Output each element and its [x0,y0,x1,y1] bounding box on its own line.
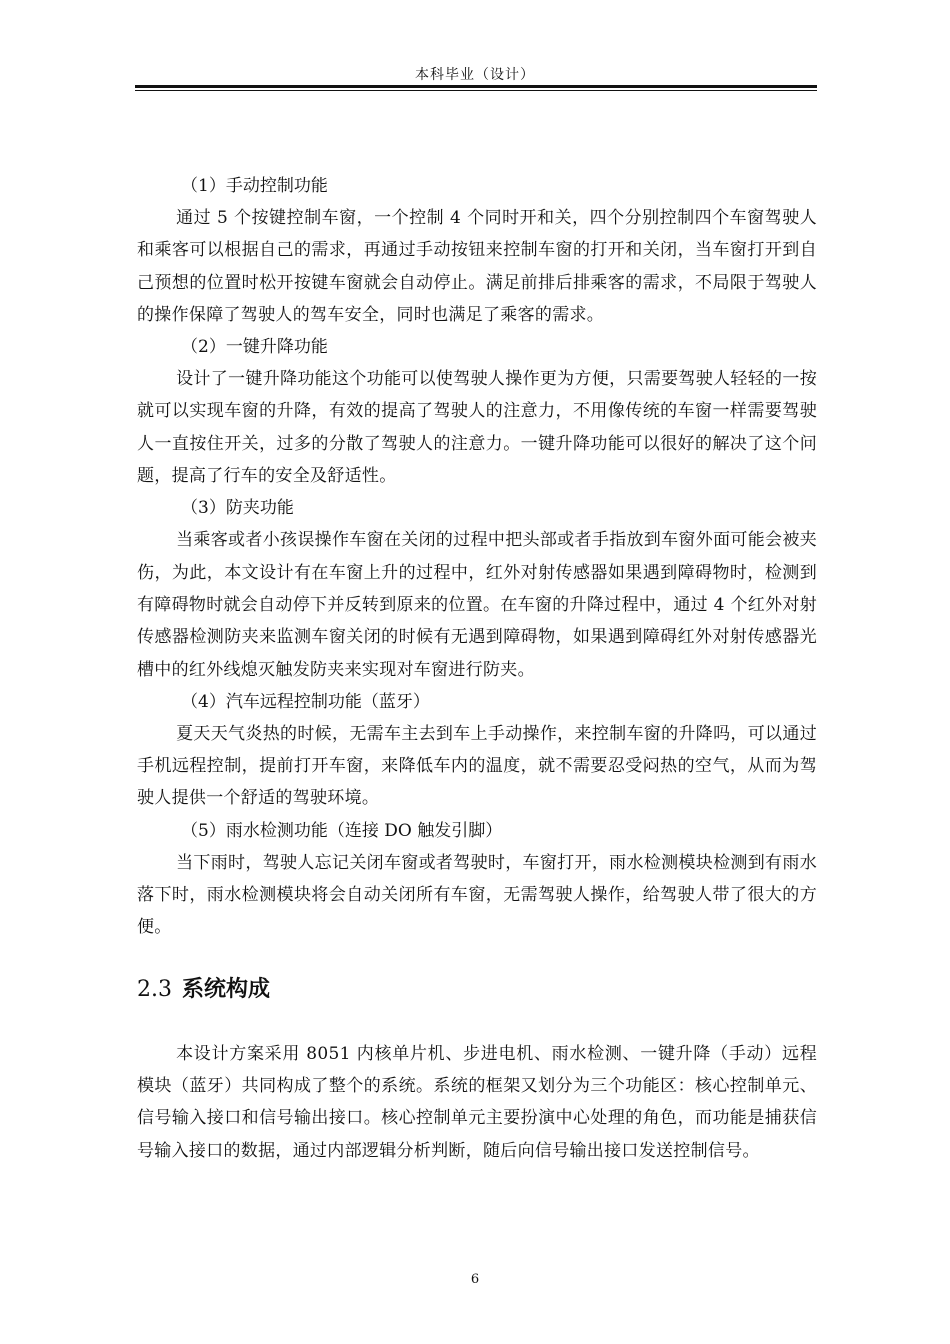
paragraph-rain-detection: 当下雨时，驾驶人忘记关闭车窗或者驾驶时，车窗打开，雨水检测模块检测到有雨水落下时，雨水检测模块将会自动关闭所有车窗，无需驾驶人操作，给驾驶人带了很大的方便。 [137,852,817,938]
header-rule [135,85,817,88]
section-title: 系统构成 [182,976,271,1002]
paragraph-manual-control: 通过 5 个按键控制车窗，一个控制 4 个同时开和关，四个分别控制四个车窗驾驶人和乘客可以根据自己的需求，再通过手动按钮来控制车窗的打开和关闭，当车窗打开到自己预想的位置时松开按键车窗就会自动停止。满足前排后排乘客的需求，不局限于驾驶人的操作保障了驾驶人的驾车安全，同时也满足了乘客的需求。 [137,208,817,325]
section-heading [137,974,817,1006]
page-number: 6 [470,1272,480,1287]
subheading-manual-control: （1）手动控制功能 [181,176,328,196]
paragraph-anti-pinch: 当乘客或者小孩误操作车窗在关闭的过程中把头部或者手指放到车窗外面可能会被夹伤，为此，本文设计有在车窗上升的过程中，红外对射传感器如果遇到障碍物时，检测到有障碍物时就会自动停下并反转到原来的位置。在车窗的升降过程中，通过 4 个红外对射传感器检测防夹来监测车窗关闭的时候有无遇到障碍物，如果遇到障碍红外对射传感器光槽中的红外线熄灭触发防夹来实现对车窗进行防夹。 [137,530,817,680]
running-header: 本科毕业（设计） [415,67,535,83]
paragraph-one-key: 设计了一键升降功能这个功能可以使驾驶人操作更为方便，只需要驾驶人轻轻的一按就可以实现车窗的升降，有效的提高了驾驶人的注意力，不用像传统的车窗一样需要驾驶人一直按住开关，过多的分散了驾驶人的注意力。一键升降功能可以很好的解决了这个问题，提高了行车的安全及舒适性。 [137,369,817,487]
page-body [137,170,817,1167]
section-number: 2.3 [137,976,172,1002]
subheading-rain-detection: （5）雨水检测功能（连接 DO 触发引脚） [181,820,503,841]
subheading-anti-pinch: （3）防夹功能 [181,498,294,519]
header-rule-thin [135,90,817,91]
subheading-one-key: （2）一键升降功能 [181,337,328,358]
paragraph-system-composition: 本设计方案采用 8051 内核单片机、步进电机、雨水检测、一键升降（手动）远程模块（蓝牙）共同构成了整个的系统。系统的框架又划分为三个功能区：核心控制单元、信号输入接口和信号输出接口。核心控制单元主要扮演中心处理的角色，而功能是捕获信号输入接口的数据，通过内部逻辑分析判断，随后向信号输出接口发送控制信号。 [137,1043,817,1161]
subheading-remote-control: （4）汽车远程控制功能（蓝牙） [181,691,430,712]
paragraph-remote-control: 夏天天气炎热的时候，无需车主去到车上手动操作，来控制车窗的升降吗，可以通过手机远程控制，提前打开车窗，来降低车内的温度，就不需要忍受闷热的空气，从而为驾驶人提供一个舒适的驾驶环境。 [137,723,817,809]
